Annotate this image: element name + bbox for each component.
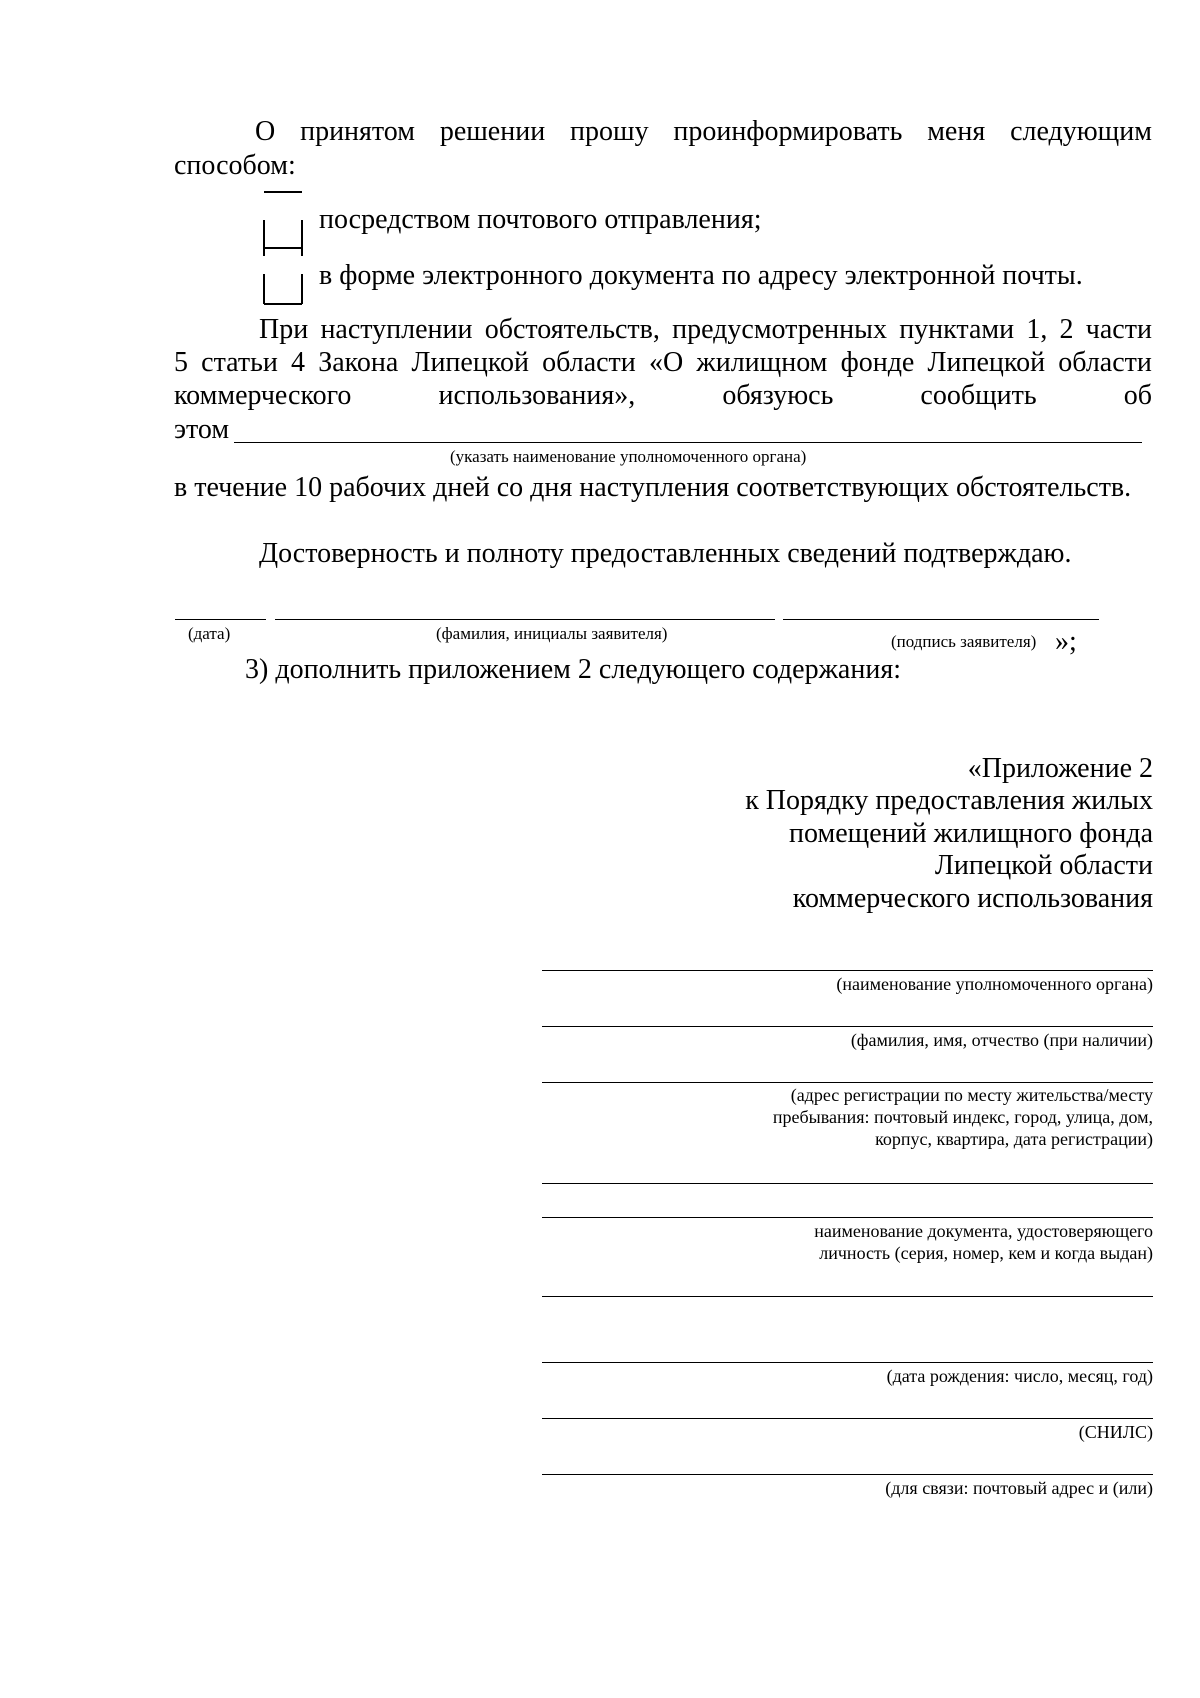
organ-hint: (указать наименование уполномоченного органа) [450, 447, 807, 466]
birth-field-line[interactable] [542, 1362, 1153, 1363]
sign-tail: »; [1055, 626, 1077, 657]
appendix-header-line: помещений жилищного фонда [789, 818, 1153, 849]
organ-field-hint: (наименование уполномоченного органа) [836, 974, 1153, 994]
id-doc-field-hint [542, 1220, 1153, 1264]
obligation-line-4: этом [174, 414, 230, 445]
address-field-hint [542, 1084, 1153, 1150]
fio-field-hint: (фамилия, имя, отчество (при наличии) [850, 1030, 1153, 1050]
address-hint-line: корпус, квартира, дата регистрации) [875, 1129, 1153, 1149]
id-doc-hint-line: наименование документа, удостоверяющего [814, 1221, 1153, 1241]
appendix-header-line: к Порядку предоставления жилых [745, 785, 1153, 816]
organ-underline[interactable] [234, 442, 1142, 443]
obligation-line-2: 5 статьи 4 Закона Липецкой области «О жилищном фонде Липецкой области [174, 347, 1152, 378]
id-doc-hint-line: личность (серия, номер, кем и когда выдан) [819, 1243, 1153, 1263]
option-checkbox-group[interactable] [262, 186, 306, 314]
amend-text: 3) дополнить приложением 2 следующего содержания: [245, 654, 901, 685]
inform-line-2: способом: [174, 150, 296, 181]
organ-field-line[interactable] [542, 970, 1153, 971]
inform-line-1: О принятом решении прошу проинформировать меня следующим [255, 116, 1152, 147]
snils-field-line[interactable] [542, 1418, 1153, 1419]
contact-field-line[interactable] [542, 1474, 1153, 1475]
name-underline[interactable] [275, 619, 775, 620]
appendix-header-line: «Приложение 2 [967, 753, 1153, 784]
birth-field-hint: (дата рождения: число, месяц, год) [886, 1366, 1153, 1386]
appendix-header [640, 753, 1153, 915]
option-email-label: в форме электронного документа по адресу электронной почты. [319, 260, 1083, 291]
snils-field-hint: (СНИЛС) [1078, 1422, 1153, 1442]
option-postal-label: посредством почтового отправления; [319, 204, 762, 235]
address-extra-line[interactable] [542, 1183, 1153, 1184]
appendix-header-line: Липецкой области [934, 850, 1153, 881]
name-hint: (фамилия, инициалы заявителя) [436, 624, 668, 643]
confirm-text: Достоверность и полноту предоставленных сведений подтверждаю. [259, 538, 1072, 569]
sign-underline[interactable] [783, 619, 1099, 620]
sign-hint: (подпись заявителя) [891, 632, 1037, 651]
obligation-line-3: коммерческого использования», обязуюсь сообщить об [174, 380, 1152, 411]
fio-field-line[interactable] [542, 1026, 1153, 1027]
address-field-line[interactable] [542, 1082, 1153, 1083]
obligation-line-5: в течение 10 рабочих дней со дня наступления соответствующих обстоятельств. [174, 472, 1132, 503]
address-hint-line: пребывания: почтовый индекс, город, улица, дом, [772, 1107, 1153, 1127]
contact-field-hint: (для связи: почтовый адрес и (или) [885, 1478, 1153, 1498]
id-doc-extra-line[interactable] [542, 1296, 1153, 1297]
address-hint-line: (адрес регистрации по месту жительства/месту [790, 1085, 1153, 1105]
id-doc-field-line[interactable] [542, 1217, 1153, 1218]
appendix-header-line: коммерческого использования [792, 883, 1153, 914]
date-hint: (дата) [188, 624, 231, 643]
obligation-line-1: При наступлении обстоятельств, предусмотренных пунктами 1, 2 части [259, 314, 1152, 345]
date-underline[interactable] [175, 619, 266, 620]
